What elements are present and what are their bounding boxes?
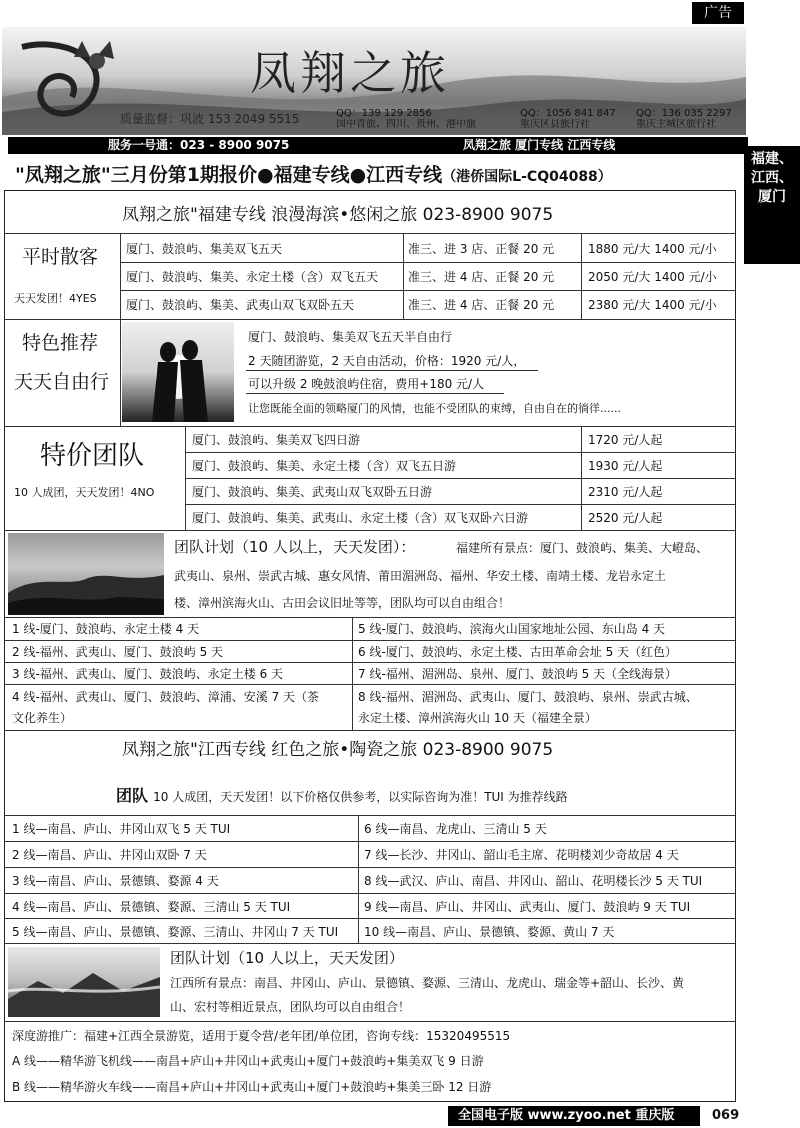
fujian-plan-line-3: 楼、漳州滨海火山、古田会议旧址等等，团队均可以自由组合！ bbox=[174, 596, 511, 610]
special-route-1: 厦门、鼓浪屿、集美双飞四日游 bbox=[192, 433, 361, 447]
sidebar-line-2: 江西、 bbox=[751, 170, 793, 186]
qq2: QQ：1056 841 847 bbox=[520, 108, 616, 119]
jx-line-8: 8 线—武汉、庐山、南昌、井冈山、韶山、花明楼长沙 5 天 TUI bbox=[364, 874, 703, 888]
qq3-desc: 重庆主城区旅行社 bbox=[636, 119, 716, 130]
scatter-route-2: 厦门、鼓浪屿、集美、永定土楼（含）双飞五天 bbox=[126, 270, 379, 284]
service-bar bbox=[8, 137, 748, 154]
jx-line-9: 9 线—南昌、庐山、井冈山、武夷山、厦门、鼓浪屿 9 天 TUI bbox=[364, 900, 691, 914]
scatter-price-3: 2380 元/大 1400 元/小 bbox=[588, 298, 717, 312]
special-price-4: 2520 元/人起 bbox=[588, 511, 663, 525]
jx-line-2: 2 线—南昌、庐山、井冈山双卧 7 天 bbox=[12, 848, 207, 862]
fj-line-8: 8 线-福州、湄洲岛、武夷山、厦门、鼓浪屿、泉州、崇武古城、 bbox=[358, 690, 698, 704]
special-note: 10 人成团，天天发团！4NO bbox=[14, 486, 155, 499]
jx-line-5: 5 线—南昌、庐山、景德镇、婺源、三清山、井冈山 7 天 TUI bbox=[12, 925, 339, 939]
fujian-plan-title: 团队计划（10 人以上，天天发团）： bbox=[174, 538, 416, 556]
sidebar-line-1: 福建、 bbox=[751, 151, 793, 167]
coast-photo bbox=[8, 533, 164, 615]
special-route-4: 厦门、鼓浪屿、集美、武夷山、永定土楼（含）双飞双卧六日游 bbox=[192, 511, 529, 525]
jx-line-10: 10 线—南昌、庐山、景德镇、婺源、黄山 7 天 bbox=[364, 925, 615, 939]
sidebar-line-3: 厦门 bbox=[758, 189, 786, 205]
brand-title: 凤翔之旅 bbox=[250, 46, 450, 100]
deep-line-3: B 线——精华游火车线——南昌+庐山+井冈山+武夷山+厦门+鼓浪屿+集美三卧 12 日游 bbox=[12, 1080, 492, 1094]
jiangxi-team-note: 10 人成团，天天发团！以下价格仅供参考，以实际咨询为准！TUI 为推荐线路 bbox=[153, 790, 568, 804]
special-route-2: 厦门、鼓浪屿、集美、永定土楼（含）双飞五日游 bbox=[192, 459, 457, 473]
qq1: QQ：139 129 2856 bbox=[336, 108, 432, 119]
headline-license: （港侨国际L-CQ04088） bbox=[442, 169, 612, 185]
scatter-std-2: 准三、进 4 店、正餐 20 元 bbox=[408, 270, 555, 284]
service-hotline: 服务一号通：023 - 8900 9075 bbox=[108, 138, 290, 152]
couple-photo bbox=[122, 322, 234, 422]
qq1-desc: 国中青旅、四川、贵州、港中旅 bbox=[336, 119, 476, 130]
headline bbox=[15, 160, 612, 187]
jiangxi-plan-line-1: 江西所有景点：南昌、井冈山、庐山、景德镇、婺源、三清山、龙虎山、瑞金等+韶山、长沙、黄 bbox=[170, 976, 685, 990]
jx-line-4: 4 线—南昌、庐山、景德镇、婺源、三清山 5 天 TUI bbox=[12, 900, 291, 914]
jx-line-7: 7 线—长沙、井冈山、韶山毛主席、花明楼刘少奇故居 4 天 bbox=[364, 848, 679, 862]
qq3: QQ：136 035 2297 bbox=[636, 108, 732, 119]
jiangxi-title: 凤翔之旅"江西专线 红色之旅•陶瓷之旅 023-8900 9075 bbox=[122, 740, 554, 760]
special-price-1: 1720 元/人起 bbox=[588, 433, 663, 447]
ad-label: 广告 bbox=[692, 2, 744, 24]
fj-line-4: 4 线-福州、武夷山、厦门、鼓浪屿、漳浦、安溪 7 天（茶 bbox=[12, 690, 320, 704]
fj-line-3: 3 线-福州、武夷山、厦门、鼓浪屿、永定土楼 6 天 bbox=[12, 667, 284, 681]
feature-line-2: 2 天随团游览，2 天自由活动，价格：1920 元/人， bbox=[248, 354, 526, 368]
jiangxi-plan-line-2: 山、宏村等相近景点，团队均可以自由组合！ bbox=[170, 1000, 411, 1014]
feature-line-4: 让您既能全面的领略厦门的风情，也能不受团队的束缚，自由自在的徜徉...... bbox=[248, 402, 621, 415]
fj-line-8b: 永定土楼、漳州滨海火山 10 天（福建全景） bbox=[358, 711, 597, 725]
qq2-desc: 重庆区县旅行社 bbox=[520, 119, 590, 130]
fujian-title: 凤翔之旅"福建专线 浪漫海滨•悠闲之旅 023-8900 9075 bbox=[122, 205, 554, 225]
special-price-2: 1930 元/人起 bbox=[588, 459, 663, 473]
sidebar-tag bbox=[744, 146, 800, 264]
feature-line-3: 可以升级 2 晚鼓浪屿住宿，费用+180 元/人 bbox=[248, 377, 485, 391]
jx-line-1: 1 线—南昌、庐山、井冈山双飞 5 天 TUI bbox=[12, 822, 231, 836]
special-title: 特价团队 bbox=[40, 441, 145, 471]
scatter-std-1: 准三、进 3 店、正餐 20 元 bbox=[408, 242, 555, 256]
scatter-title: 平时散客 bbox=[22, 246, 99, 268]
jiangxi-team-row bbox=[116, 783, 568, 806]
fj-line-6: 6 线-厦门、鼓浪屿、永定土楼、古田革命会址 5 天（红色） bbox=[358, 645, 678, 659]
feature-line-1: 厦门、鼓浪屿、集美双飞五天半自由行 bbox=[248, 330, 453, 344]
fujian-plan-line-1: 福建所有景点：厦门、鼓浪屿、集美、大嶝岛、 bbox=[456, 541, 709, 555]
route-tabs: 凤翔之旅 厦门专线 江西专线 bbox=[463, 138, 616, 152]
page-number: 069 bbox=[712, 1108, 740, 1123]
fj-line-5: 5 线-厦门、鼓浪屿、滨海火山国家地址公园、东山岛 4 天 bbox=[358, 622, 666, 636]
scatter-std-3: 准三、进 4 店、正餐 20 元 bbox=[408, 298, 555, 312]
jx-line-6: 6 线—南昌、龙虎山、三清山 5 天 bbox=[364, 822, 547, 836]
deep-line-2: A 线——精华游飞机线——南昌+庐山+井冈山+武夷山+厦门+鼓浪屿+集美双飞 9 日游 bbox=[12, 1054, 484, 1068]
scatter-note: 天天发团！4YES bbox=[14, 292, 97, 305]
fj-line-2: 2 线-福州、武夷山、厦门、鼓浪屿 5 天 bbox=[12, 645, 224, 659]
supervisor-info: 质量监督：巩波 153 2049 5515 bbox=[120, 112, 300, 126]
jiangxi-plan-title: 团队计划（10 人以上，天天发团） bbox=[170, 949, 404, 967]
mountain-photo bbox=[8, 947, 160, 1017]
special-route-3: 厦门、鼓浪屿、集美、武夷山双飞双卧五日游 bbox=[192, 485, 433, 499]
scatter-price-2: 2050 元/大 1400 元/小 bbox=[588, 270, 717, 284]
scatter-price-1: 1880 元/大 1400 元/小 bbox=[588, 242, 717, 256]
fj-line-7: 7 线-福州、湄洲岛、泉州、厦门、鼓浪屿 5 天（全线海景） bbox=[358, 667, 678, 681]
fj-line-4b: 文化养生） bbox=[12, 711, 73, 725]
special-price-3: 2310 元/人起 bbox=[588, 485, 663, 499]
jx-line-3: 3 线—南昌、庐山、景德镇、婺源 4 天 bbox=[12, 874, 219, 888]
footer-label: 全国电子版 www.zyoo.net 重庆版 bbox=[448, 1106, 700, 1126]
fujian-plan-line-2: 武夷山、泉州、崇武古城、惠女风情、莆田湄洲岛、福州、华安土楼、南靖土楼、龙岩永定土 bbox=[174, 569, 667, 583]
jiangxi-team-label: 团队 bbox=[116, 786, 149, 805]
scatter-route-3: 厦门、鼓浪屿、集美、武夷山双飞双卧五天 bbox=[126, 298, 355, 312]
headline-text: "凤翔之旅"三月份第1期报价●福建专线●江西专线 bbox=[15, 164, 443, 186]
feature-title: 特色推荐 bbox=[22, 332, 99, 354]
fj-line-1: 1 线-厦门、鼓浪屿、永定土楼 4 天 bbox=[12, 622, 200, 636]
scatter-route-1: 厦门、鼓浪屿、集美双飞五天 bbox=[126, 242, 283, 256]
deep-line-1: 深度游推广：福建+江西全景游览，适用于夏令营/老年团/单位团，咨询专线：15320495515 bbox=[12, 1029, 511, 1043]
feature-sub: 天天自由行 bbox=[14, 371, 110, 393]
